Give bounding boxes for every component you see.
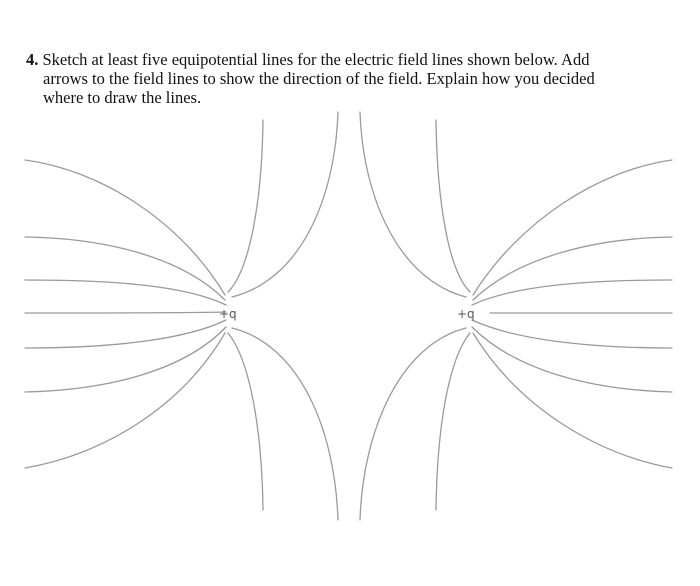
field-line-right-2: [473, 237, 672, 300]
field-line-right-7: [473, 333, 672, 468]
field-line-left-up-1: [228, 120, 263, 292]
field-line-right-up-1: [436, 120, 470, 292]
field-line-left-3: [25, 280, 226, 305]
field-line-left-5: [25, 320, 226, 348]
field-line-right-down-1: [436, 333, 470, 510]
question-line-1-text: Sketch at least five equipotential lines for the electric field lines shown below. Add: [42, 50, 590, 69]
question-line-2: arrows to the field lines to show the direction of the field. Explain how you decided: [43, 69, 595, 88]
field-line-right-down-2: [360, 328, 466, 520]
question-line-3: where to draw the lines.: [43, 88, 202, 107]
charge-label-right: +q: [457, 307, 475, 321]
field-line-left-up-2: [232, 112, 338, 297]
question-number: 4.: [26, 50, 39, 69]
field-line-right-up-2: [360, 112, 466, 297]
field-line-right-5: [472, 320, 672, 348]
field-line-left-1: [25, 160, 225, 295]
field-line-right-3: [472, 280, 672, 305]
field-line-left-2: [25, 237, 225, 300]
field-line-right-6: [472, 327, 672, 392]
field-line-left-4: [25, 312, 226, 313]
field-line-left-down-1: [228, 333, 263, 510]
field-line-right-1: [473, 160, 672, 295]
field-line-left-6: [25, 327, 226, 392]
charge-label-left: +q: [219, 307, 237, 321]
field-line-left-7: [25, 333, 225, 468]
field-line-left-down-2: [232, 328, 338, 520]
